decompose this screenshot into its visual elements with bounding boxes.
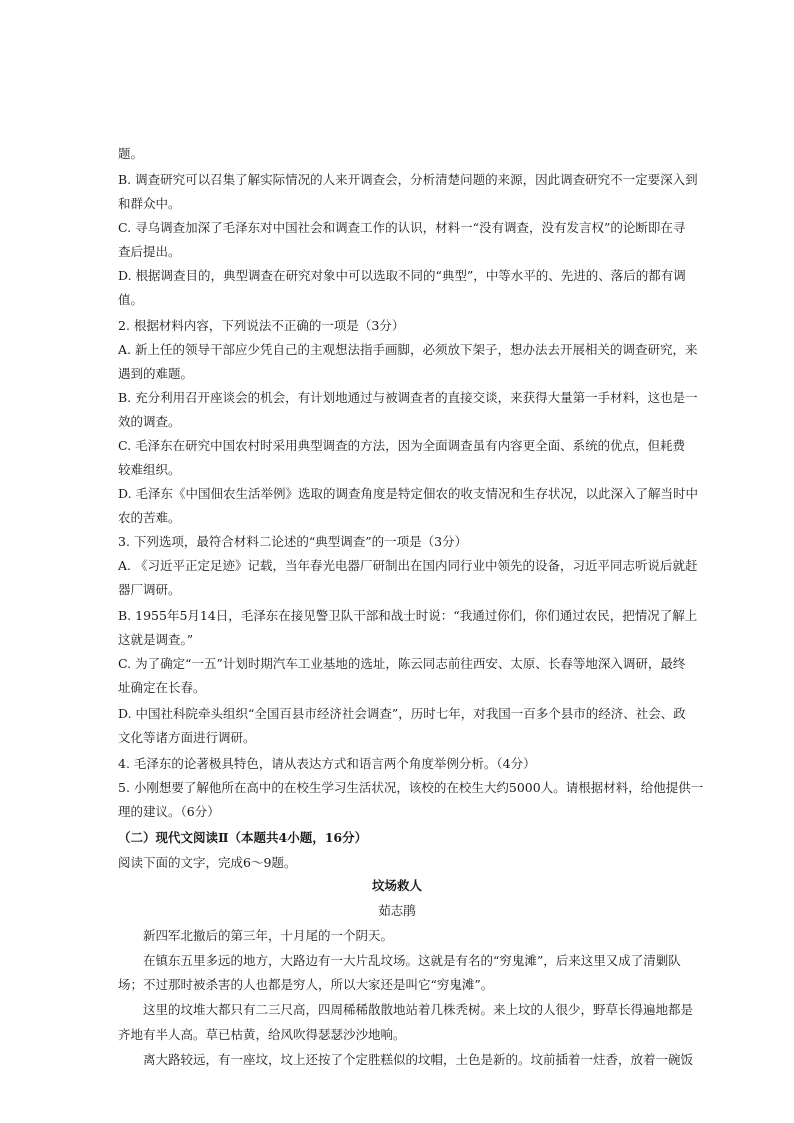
text-line: 较难组织。 — [118, 462, 181, 477]
text-line: B. 调查研究可以召集了解实际情况的人来开调查会，分析清楚问题的来源，因此调查研究不一定要深入到 — [118, 172, 698, 187]
text-line: D. 根据调查目的，典型调查在研究对象中可以选取不同的“典型”，中等水平的、先进的、落后的都有调 — [118, 268, 686, 283]
text-line: 理的建议。（6分） — [118, 804, 220, 819]
text-line: 址确定在长春。 — [118, 680, 206, 695]
story-paragraph: 在镇东五里多远的地方，大路边有一大片乱坟场。这就是有名的“穷鬼滩”，后来这里又成了清剿队 — [143, 953, 681, 968]
story-paragraph: 这里的坟堆大都只有二三尺高，四周稀稀散散地站着几株秃树。来上坟的人很少，野草长得遍地都是 — [143, 1002, 694, 1017]
text-line: A. 新上任的领导干部应少凭自己的主观想法指手画脚，必须放下架子，想办法去开展相关的调查研究，来 — [118, 342, 698, 357]
text-line: 文化等诸方面进行调研。 — [118, 730, 256, 745]
text-line: 和群众中。 — [118, 196, 181, 211]
text-line: 遇到的难题。 — [118, 366, 194, 381]
story-paragraph: 齐地有半人高。草已枯黄，给风吹得瑟瑟沙沙地响。 — [118, 1027, 406, 1042]
story-paragraph: 新四军北撤后的第三年，十月尾的一个阴天。 — [143, 928, 394, 943]
text-line: D. 毛泽东《中国佃农生活举例》选取的调查角度是特定佃农的收支情况和生存状况，以此深入了解当时中 — [118, 486, 699, 501]
story-author: 茹志鹃 — [378, 903, 416, 918]
text-line: B. 1955年5月14日，毛泽东在接见警卫队干部和战士时说：“我通过你们，你们通过农民，把情况了解上 — [118, 608, 698, 623]
text-line: 5. 小刚想要了解他所在高中的在校生学习生活状况，该校的在校生大约5000人。请根据材料，给他提供一 — [118, 780, 704, 795]
text-line: 题。 — [118, 146, 144, 161]
text-line: A. 《习近平正定足迹》记载，当年春光电器厂研制出在国内同行业中领先的设备，习近平同志听说后就赶 — [118, 558, 698, 573]
text-line: 这就是调查。” — [118, 632, 194, 647]
text-line: 阅读下面的文字，完成6～9题。 — [118, 855, 297, 870]
text-line: C. 毛泽东在研究中国农村时采用典型调查的方法，因为全面调查虽有内容更全面、系统的优点，但耗费 — [118, 438, 686, 453]
story-paragraph: 场；不过那时被杀害的人也都是穷人，所以大家还是叫它“穷鬼滩”。 — [118, 977, 494, 992]
text-line: C. 寻乌调查加深了毛泽东对中国社会和调查工作的认识，材料一“没有调查，没有发言权”的论断即在寻 — [118, 220, 686, 235]
text-line: 4. 毛泽东的论著极具特色，请从表达方式和语言两个角度举例分析。（4分） — [118, 756, 536, 771]
text-line: 2. 根据材料内容，下列说法不正确的一项是（3分） — [118, 318, 405, 333]
text-line: 效的调查。 — [118, 414, 181, 429]
text-line: 器厂调研。 — [118, 582, 181, 597]
text-line: D. 中国社科院牵头组织“全国百县市经济社会调查”，历时七年，对我国一百多个县市的经济、社会、政 — [118, 706, 686, 721]
text-line: 值。 — [118, 292, 144, 307]
text-line: 农的苦难。 — [118, 510, 181, 525]
text-line: B. 充分利用召开座谈会的机会，有计划地通过与被调查者的直接交谈，来获得大量第一手材料，这也是一 — [118, 390, 698, 405]
text-line: C. 为了确定“一五”计划时期汽车工业基地的选址，陈云同志前往西安、太原、长春等地深入调研，最终 — [118, 656, 686, 671]
story-title: 坟场救人 — [371, 878, 422, 893]
section-heading: （二）现代文阅读Ⅱ（本题共4小题，16分） — [118, 830, 368, 845]
text-line: 3. 下列选项，最符合材料二论述的“典型调查”的一项是（3分） — [118, 534, 468, 549]
text-line: 查后提出。 — [118, 244, 181, 259]
story-paragraph: 离大路较远，有一座坟，坟上还按了个定胜糕似的坟帽，土色是新的。坟前插着一炷香，放着一碗饭 — [143, 1052, 694, 1067]
